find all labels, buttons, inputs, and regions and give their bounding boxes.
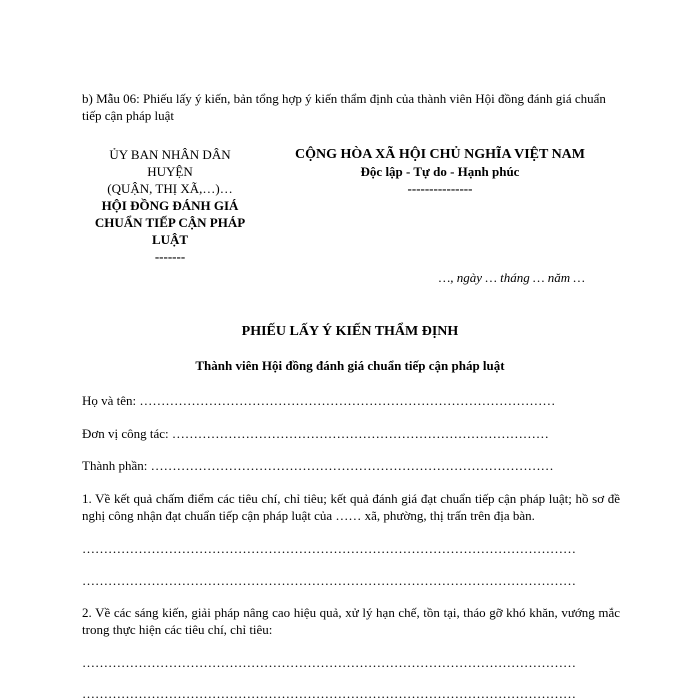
council-line-1: HỘI ĐỒNG ĐÁNH GIÁ	[101, 198, 239, 213]
intro-text: b) Mẫu 06: Phiếu lấy ý kiến, bản tổng hợp ý kiến thẩm định của thành viên Hội đồng đánh giá chuẩn tiếp cận pháp luật	[82, 91, 606, 123]
answer-line-1a: ……………………………………………………………………………………………………	[82, 541, 576, 556]
document-title: PHIẾU LẤY Ý KIẾN THẨM ĐỊNH	[241, 324, 459, 339]
agency-line-3: (QUẬN, THỊ XÃ,…)…	[107, 181, 233, 196]
agency-divider: -------	[154, 249, 186, 264]
section-1-text: 1. Về kết quả chấm điểm các tiêu chí, chỉ tiêu; kết quả đánh giá đạt chuẩn tiếp cận pháp luật; hồ sơ đề nghị công nhận đạt chuẩn tiếp cận pháp luật của …… xã, phường, thị trấn trên địa bàn.	[82, 491, 620, 523]
council-line-3: LUẬT	[151, 232, 189, 247]
role-field: Thành phần: …………………………………………………………………………………	[82, 458, 554, 473]
nation-name: CỘNG HÒA XÃ HỘI CHỦ NGHĨA VIỆT NAM	[294, 147, 585, 162]
section-2-text: 2. Về các sáng kiến, giải pháp nâng cao hiệu quả, xử lý hạn chế, tồn tại, tháo gỡ khó khăn, vướng mắc trong thực hiện các tiêu chí, chỉ tiêu:	[82, 605, 620, 637]
document-subtitle: Thành viên Hội đồng đánh giá chuẩn tiếp cận pháp luật	[195, 358, 505, 373]
agency-line-2: HUYỆN	[147, 164, 193, 179]
answer-line-2b: ……………………………………………………………………………………………………	[82, 686, 576, 700]
answer-line-2a: ……………………………………………………………………………………………………	[82, 655, 576, 670]
answer-line-1b: ……………………………………………………………………………………………………	[82, 573, 576, 588]
motto-divider: ---------------	[407, 181, 473, 196]
council-line-2: CHUẨN TIẾP CẬN PHÁP	[94, 215, 246, 230]
issuing-agency-header	[80, 146, 260, 265]
national-header	[270, 146, 610, 197]
date-line: …, ngày … tháng … năm …	[438, 270, 585, 285]
agency-line-1: ỦY BAN NHÂN DÂN	[109, 147, 231, 162]
name-field: Họ và tên: ……………………………………………………………………………………	[82, 393, 556, 408]
workplace-field: Đơn vị công tác: ……………………………………………………………………………	[82, 426, 549, 441]
national-motto: Độc lập - Tự do - Hạnh phúc	[360, 164, 520, 179]
